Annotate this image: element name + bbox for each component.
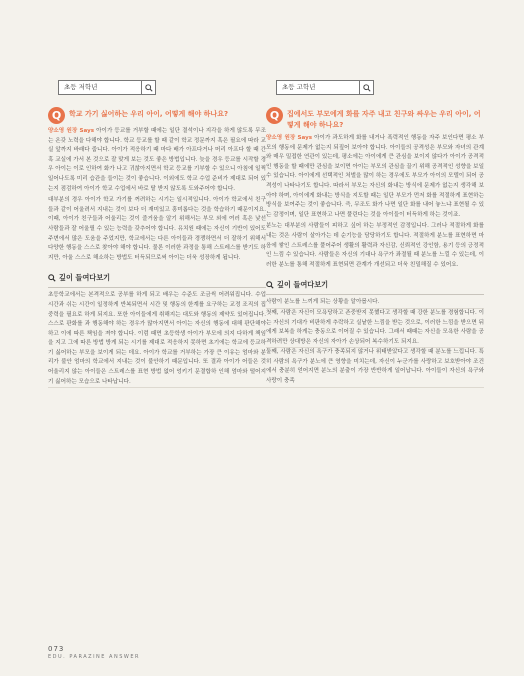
speaker-name: 양소영 원장 Says: [266, 135, 313, 141]
answer-paragraph: 아이가 과도하게 화를 내거나 폭력적인 행동을 자주 보인다면 평소 부모의 행동에 문제가 없는지 되짚어 보아야 합니다. 아이들의 공격성은 부모와 자녀의 관계와 매우 밀접한 연관이 있는데, 평소에는 아이에게 큰 관심을 보이지 않다가 아이가 공격적인 행동을 할 때에만 관심을 보이면 아이는 부모의 관심을 끌기 위해 공격적인 성향을 보일 수 있습니다. 아이에게 선택적인 처벌을 많이 하는 경우에도 부모가 아이의 모델이 되어 공격성이 나타나기도 합니다. 따라서 부모는 자신의 화내는 방식에 문제가 없는지 생각해 보아야 하며, 아이에게 화내는 방식을 지도할 때는 일단 부모가 먼저 화를 적절하게 표현하는 방식을 보여주는 것이 좋습니다. 즉, 무조도 화가 나면 일단 화를 내어 놓느냐 표현될 수 있는 감정이며, 일단 표현하고 나면 풀린다는 것을 아이들이 터득하게 하는 것이죠.: [266, 135, 484, 218]
grade-search-box: [276, 80, 374, 95]
question-header: [48, 107, 266, 124]
grade-label: 초등 고학년: [282, 83, 316, 91]
section-heading: [266, 280, 484, 290]
magnifier-icon: [266, 281, 274, 289]
question-header: [266, 107, 484, 131]
page-footer: [48, 645, 140, 660]
search-icon: [141, 81, 155, 94]
section-paragraph: 첫째, 사람은 자신이 모욕당하고 존중받지 못했다고 생각할 때 강한 분노를 경험합니다. 이는 자신의 기대가 비판하게 추락하고 실낱한 느낌을 받는 것으로, 이러한 느낌을 받으면 뒤에게 보복을 하게는 충동으로 이어질 수 있습니다. 그래서 때때는 자신을 모욕한 사람을 공격하려만 상대방은 자신의 자아가 손상되어 복수하기도 되지요.: [266, 309, 484, 348]
question-mark-icon: Q: [48, 107, 65, 124]
question-mark-icon: Q: [266, 107, 283, 124]
section-paragraph: 사람이 분노를 느끼게 되는 상황을 알아봅시다.: [266, 298, 484, 309]
left-column: [48, 80, 266, 388]
right-column: [266, 80, 484, 388]
question-text: 집에서도 부모에게 화를 자주 내고 친구와 싸우는 우리 아이, 어떻게 해야 하나요?: [287, 110, 481, 129]
publication-name: EDU. PARAZINE ANSWER: [48, 654, 140, 660]
section-title: 깊이 들여다보기: [59, 273, 111, 283]
question-text: 학교 가기 싫어하는 우리 아이, 어떻게 해야 하나요?: [69, 110, 229, 118]
page-number: 073: [48, 645, 65, 653]
section-body: [48, 287, 266, 388]
section-title: 깊이 들여다보기: [277, 280, 329, 290]
magnifier-icon: [48, 274, 56, 282]
section-paragraph: 초등학교에서는 본격적으로 공부를 하게 되고 배우는 수준도 조금씩 어려워집니다. 수업 시간과 쉬는 시간이 일정하게 반복되면서 시간 및 행동의 한계를 요구하는 교정 조직의 집중력을 필요로 하게 되지요. 또한 아이들에게 취해지는 대도와 행동의 제약도 있어집니다. 스스로 판화를 과 행동해야 하는 경우가 많아지면서 아이는 자신의 행동에 대해 판단해야 하고 이에 따른 책임을 져야 합니다. 이럼 때면 초등학생 아이가 부모에 의지 다하게 책임을 지고 그에 따른 방법 방게 되는 시기를 제대로 적응하지 못하면 초기에는 학교에 등교하기 싫어하는 부모을 보이게 되는 데요. 아이가 학교를 거부하는 가장 큰 이유는 엄마와 분리가 불안 엄마의 학교에서 지내는 것이 불안하기 때문입니다. 또 결과 아이가 어들은 것 어울리지 않는 아이들은 스트레스를 표현 방법 없어 엉키기 문결합하 인해 엄마와 떨어지기 싫어하는 모습으로 나타납니다.: [48, 291, 266, 388]
answer-paragraph: 분노는 대부분의 사람들이 피하고 싶어 하는 부정적인 감정입니다. 그러나 적절하게 화를 내는 것은 사람이 살아가는 데 순기능을 담당하기도 합니다. 적절하게 분노를 표현하면 마음에 쌓인 스트레스를 풀어주어 생활의 활력과 자신감, 신뢰적인 강인함, 용기 등의 긍정적인 느낌 수 있습니다. 사람들은 자신의 기대나 욕구가 좌절될 때 분노를 느낄 수 있는데, 이러한 분노를 통해 적절하게 표현되면 관계가 개선되고 더욱 친밀해질 수 있어요.: [266, 223, 484, 268]
grade-search-box: [58, 80, 156, 95]
search-icon: [359, 81, 373, 94]
section-heading: [48, 273, 266, 283]
section-body: [266, 294, 484, 387]
speaker-name: 양소영 원장 Says: [48, 128, 95, 134]
answer-body: [48, 127, 266, 263]
answer-paragraph: 대부분의 경우 아이가 학교 가기를 꺼려하는 시기는 일시적입니다. 아이가 학교에서 친구들과 같이 어울려서 지내는 것이 보다 더 재미있고 흥미롭다는 것을 학습하기 때문이지요. 이때, 아이가 친구들과 어울리는 것이 즐거움을 알기 위해서는 부모 외에 여러 혹은 낯선 사람들과 잘 어울릴 수 있는 능력을 갖추어야 합니다. 유치원 때에는 자신이 기반이 있어도 주변에서 많은 도움을 주었지만, 학교에서는 다른 아이들과 경쟁하면서 더 잘하기 위해서 다양한 행동을 스스로 찾아야 해야 합니다. 물론 이러한 과정을 통해 스트레스를 받기도 하지만, 아울 스스로 해소하는 방법도 터득되므로써 아이는 더욱 성장하게 됩니다.: [48, 197, 266, 261]
grade-label: 초등 저학년: [64, 83, 98, 91]
answer-paragraph: 아이가 등교를 거부할 때에는 일단 결석이나 지각을 하게 않도록 무조는 온갖 노력을 다해야 합니다. 학교 등교를 할 때 같이 학교 정문까지 혹은 필요에 따라 교실 앞까지 바래다 줍니다. 아이가 적응하기 때 마다 배가 아프다거나 머리 아프다 할 때 간혹 교실에 가서 본 것으로 잘 맞게 보는 것도 좋은 방법입니다. 늦을 경우 등교를 시작할 경우 아이는 이로 인하여 화가 나고 귀찮아지면서 학교 등교를 기부할 수 있으니 아침에 일찍 일어나도록 미리 습관을 들이는 것이 좋습니다. 이외에도 학교 수업 준비가 제대로 되어 있는지 점검하여 아이가 학교 수업에서 바로 탈 받지 않도록 도와주어야 합니다.: [48, 128, 266, 192]
section-paragraph: 둘째, 사람은 자신의 욕구가 충족되지 않거나 위태받았다고 생각할 때 분노를 느낍니다. 특히 사람의 욕구가 분노에 큰 영향을 미치는데, 자신이 누군가를 사랑하고 보호받아야 조건에서 충분히 얻어지면 분노의 분출이 가장 반반하게 일어납니다. 아이들이 자신의 욕구와 사랑이 충족: [266, 348, 484, 387]
answer-body: [266, 134, 484, 270]
